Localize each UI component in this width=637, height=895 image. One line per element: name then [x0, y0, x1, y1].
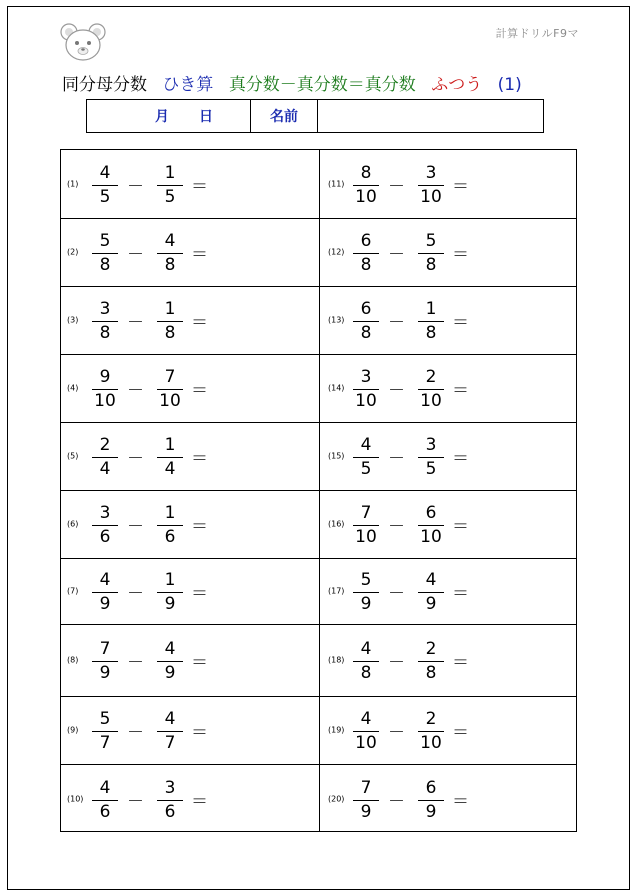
problem-cell[interactable]: [61, 764, 319, 833]
numerator: 7: [360, 503, 372, 523]
problem-number: (5): [67, 451, 79, 461]
denominator: 8: [425, 255, 437, 275]
numerator: 2: [425, 367, 437, 387]
numerator: 4: [99, 570, 111, 590]
equals-sign: ＝: [191, 177, 208, 197]
minus-sign: －: [388, 517, 405, 537]
numerator: 1: [164, 163, 176, 183]
problem-cell[interactable]: [319, 558, 577, 624]
minus-sign: －: [388, 313, 405, 333]
problem-cell[interactable]: [319, 696, 577, 764]
denominator: 9: [99, 594, 111, 614]
fraction-bar: [418, 457, 444, 458]
fraction-bar: [353, 731, 379, 732]
denominator: 10: [94, 391, 116, 411]
minus-sign: －: [388, 245, 405, 265]
problem-number: (16): [328, 519, 345, 529]
numerator: 1: [164, 503, 176, 523]
minus-sign: －: [127, 791, 144, 812]
date-field[interactable]: [87, 100, 251, 132]
problem-cell[interactable]: [319, 624, 577, 696]
worksheet-title: [62, 70, 532, 95]
title-operation: ひき算: [162, 75, 214, 95]
problem-cell[interactable]: [61, 354, 319, 422]
equals-sign: ＝: [191, 584, 208, 604]
problem-cell[interactable]: [319, 150, 577, 218]
problem-cell[interactable]: [61, 624, 319, 696]
problem-cell[interactable]: [319, 218, 577, 286]
denominator: 4: [99, 459, 111, 479]
numerator: 5: [99, 709, 111, 729]
problem-number: (1): [67, 179, 79, 189]
numerator: 8: [360, 163, 372, 183]
numerator: 2: [425, 709, 437, 729]
numerator: 3: [99, 299, 111, 319]
numerator: 7: [164, 367, 176, 387]
equals-sign: ＝: [191, 653, 208, 673]
fraction-bar: [157, 389, 183, 390]
fraction-bar: [92, 389, 118, 390]
denominator: 6: [99, 801, 111, 822]
equals-sign: ＝: [191, 245, 208, 265]
equals-sign: ＝: [452, 177, 469, 197]
problem-number: (14): [328, 383, 345, 393]
denominator: 8: [99, 323, 111, 343]
equals-sign: ＝: [191, 791, 208, 812]
numerator: 7: [360, 777, 372, 798]
numerator: 6: [425, 503, 437, 523]
fraction-bar: [92, 525, 118, 526]
denominator: 8: [360, 255, 372, 275]
problem-number: (13): [328, 315, 345, 325]
fraction-bar: [157, 525, 183, 526]
problem-number: (19): [328, 725, 345, 735]
fraction-bar: [157, 321, 183, 322]
denominator: 10: [420, 733, 442, 753]
fraction-bar: [418, 321, 444, 322]
denominator: 10: [420, 527, 442, 547]
equals-sign: ＝: [452, 381, 469, 401]
equals-sign: ＝: [191, 723, 208, 743]
minus-sign: －: [388, 449, 405, 469]
minus-sign: －: [388, 723, 405, 743]
fraction-bar: [157, 661, 183, 662]
numerator: 4: [99, 163, 111, 183]
denominator: 8: [360, 323, 372, 343]
numerator: 4: [360, 709, 372, 729]
problem-number: (11): [328, 179, 345, 189]
numerator: 5: [360, 570, 372, 590]
minus-sign: －: [388, 177, 405, 197]
problem-cell[interactable]: [61, 490, 319, 558]
denominator: 10: [159, 391, 181, 411]
numerator: 3: [360, 367, 372, 387]
numerator: 1: [164, 299, 176, 319]
fraction-bar: [418, 661, 444, 662]
minus-sign: －: [388, 584, 405, 604]
equals-sign: ＝: [452, 584, 469, 604]
problem-number: (10): [67, 794, 84, 803]
fraction-bar: [157, 457, 183, 458]
minus-sign: －: [127, 245, 144, 265]
denominator: 9: [360, 594, 372, 614]
fraction-bar: [418, 800, 444, 801]
equals-sign: ＝: [191, 517, 208, 537]
fraction-bar: [92, 592, 118, 593]
denominator: 8: [425, 323, 437, 343]
problem-cell[interactable]: [61, 558, 319, 624]
denominator: 10: [355, 391, 377, 411]
problem-number: (4): [67, 383, 79, 393]
problem-number: (15): [328, 451, 345, 461]
numerator: 3: [99, 503, 111, 523]
minus-sign: －: [388, 791, 405, 812]
problem-cell[interactable]: [61, 150, 319, 218]
fraction-bar: [92, 731, 118, 732]
denominator: 5: [164, 187, 176, 207]
denominator: 10: [420, 187, 442, 207]
fraction-bar: [418, 185, 444, 186]
problem-cell[interactable]: [61, 218, 319, 286]
problem-cell[interactable]: [61, 422, 319, 490]
numerator: 9: [99, 367, 111, 387]
numerator: 6: [360, 231, 372, 251]
problem-number: (7): [67, 586, 79, 596]
fraction-bar: [418, 525, 444, 526]
title-number: (1): [497, 75, 522, 95]
numerator: 1: [164, 570, 176, 590]
fraction-bar: [353, 592, 379, 593]
fraction-bar: [353, 800, 379, 801]
numerator: 6: [425, 777, 437, 798]
equals-sign: ＝: [452, 723, 469, 743]
title-topic: 同分母分数: [62, 75, 147, 95]
minus-sign: －: [127, 653, 144, 673]
denominator: 7: [164, 733, 176, 753]
fraction-bar: [157, 185, 183, 186]
denominator: 5: [425, 459, 437, 479]
minus-sign: －: [127, 584, 144, 604]
fraction-bar: [353, 253, 379, 254]
equals-sign: ＝: [452, 517, 469, 537]
fraction-bar: [418, 731, 444, 732]
fraction-bar: [92, 253, 118, 254]
problem-number: (3): [67, 315, 79, 325]
numerator: 5: [99, 231, 111, 251]
denominator: 10: [355, 527, 377, 547]
fraction-bar: [157, 731, 183, 732]
problem-number: (12): [328, 247, 345, 257]
numerator: 1: [164, 435, 176, 455]
denominator: 9: [425, 801, 437, 822]
denominator: 7: [99, 733, 111, 753]
day-label: 日: [199, 109, 213, 125]
numerator: 6: [360, 299, 372, 319]
fraction-bar: [353, 525, 379, 526]
fraction-bar: [353, 389, 379, 390]
equals-sign: ＝: [452, 791, 469, 812]
problem-cell[interactable]: [61, 696, 319, 764]
fraction-bar: [418, 253, 444, 254]
numerator: 4: [360, 639, 372, 659]
denominator: 9: [164, 663, 176, 683]
minus-sign: －: [127, 723, 144, 743]
equals-sign: ＝: [191, 449, 208, 469]
problem-number: (18): [328, 655, 345, 665]
fraction-bar: [92, 800, 118, 801]
denominator: 6: [164, 801, 176, 822]
equals-sign: ＝: [452, 313, 469, 333]
problem-cell[interactable]: [61, 286, 319, 354]
numerator: 3: [164, 777, 176, 798]
numerator: 5: [425, 231, 437, 251]
numerator: 4: [425, 570, 437, 590]
numerator: 4: [164, 231, 176, 251]
problem-cell[interactable]: [319, 354, 577, 422]
equals-sign: ＝: [452, 245, 469, 265]
denominator: 10: [355, 733, 377, 753]
fraction-bar: [418, 389, 444, 390]
problem-number: (2): [67, 247, 79, 257]
denominator: 9: [360, 801, 372, 822]
fraction-bar: [92, 661, 118, 662]
problem-number: (17): [328, 586, 345, 596]
minus-sign: －: [388, 653, 405, 673]
problem-number: (6): [67, 519, 79, 529]
problem-cell[interactable]: [319, 764, 577, 833]
equals-sign: ＝: [452, 449, 469, 469]
denominator: 5: [360, 459, 372, 479]
numerator: 1: [425, 299, 437, 319]
numerator: 3: [425, 163, 437, 183]
equals-sign: ＝: [191, 381, 208, 401]
minus-sign: －: [127, 313, 144, 333]
denominator: 8: [360, 663, 372, 683]
denominator: 9: [99, 663, 111, 683]
fraction-bar: [92, 457, 118, 458]
problem-number: (8): [67, 655, 79, 665]
title-type: 真分数－真分数＝真分数: [228, 75, 416, 95]
fraction-bar: [157, 592, 183, 593]
problem-grid: [60, 149, 577, 832]
numerator: 4: [360, 435, 372, 455]
minus-sign: －: [388, 381, 405, 401]
denominator: 6: [164, 527, 176, 547]
name-field[interactable]: [318, 100, 543, 132]
fraction-bar: [353, 457, 379, 458]
denominator: 4: [164, 459, 176, 479]
fraction-bar: [157, 253, 183, 254]
problem-number: (9): [67, 725, 79, 735]
fraction-bar: [92, 185, 118, 186]
minus-sign: －: [127, 381, 144, 401]
equals-sign: ＝: [191, 313, 208, 333]
fraction-bar: [92, 321, 118, 322]
minus-sign: －: [127, 177, 144, 197]
problem-number: (20): [328, 794, 345, 803]
fraction-bar: [353, 661, 379, 662]
minus-sign: －: [127, 517, 144, 537]
denominator: 10: [420, 391, 442, 411]
month-label: 月: [155, 109, 169, 125]
numerator: 2: [99, 435, 111, 455]
student-info-box: [86, 99, 544, 133]
denominator: 8: [164, 255, 176, 275]
denominator: 8: [99, 255, 111, 275]
denominator: 8: [425, 663, 437, 683]
denominator: 9: [164, 594, 176, 614]
bear-logo-icon: [60, 22, 106, 62]
denominator: 5: [99, 187, 111, 207]
numerator: 7: [99, 639, 111, 659]
denominator: 6: [99, 527, 111, 547]
equals-sign: ＝: [452, 653, 469, 673]
denominator: 10: [355, 187, 377, 207]
problem-cell[interactable]: [319, 286, 577, 354]
name-label: 名前: [251, 100, 318, 132]
numerator: 4: [99, 777, 111, 798]
fraction-bar: [157, 800, 183, 801]
numerator: 4: [164, 709, 176, 729]
minus-sign: －: [127, 449, 144, 469]
fraction-bar: [353, 321, 379, 322]
numerator: 2: [425, 639, 437, 659]
brand-label: 計算ドリルF9マ: [495, 27, 579, 40]
problem-cell[interactable]: [319, 490, 577, 558]
problem-cell[interactable]: [319, 422, 577, 490]
title-level: ふつう: [431, 75, 483, 95]
denominator: 8: [164, 323, 176, 343]
fraction-bar: [353, 185, 379, 186]
denominator: 9: [425, 594, 437, 614]
numerator: 4: [164, 639, 176, 659]
fraction-bar: [418, 592, 444, 593]
numerator: 3: [425, 435, 437, 455]
